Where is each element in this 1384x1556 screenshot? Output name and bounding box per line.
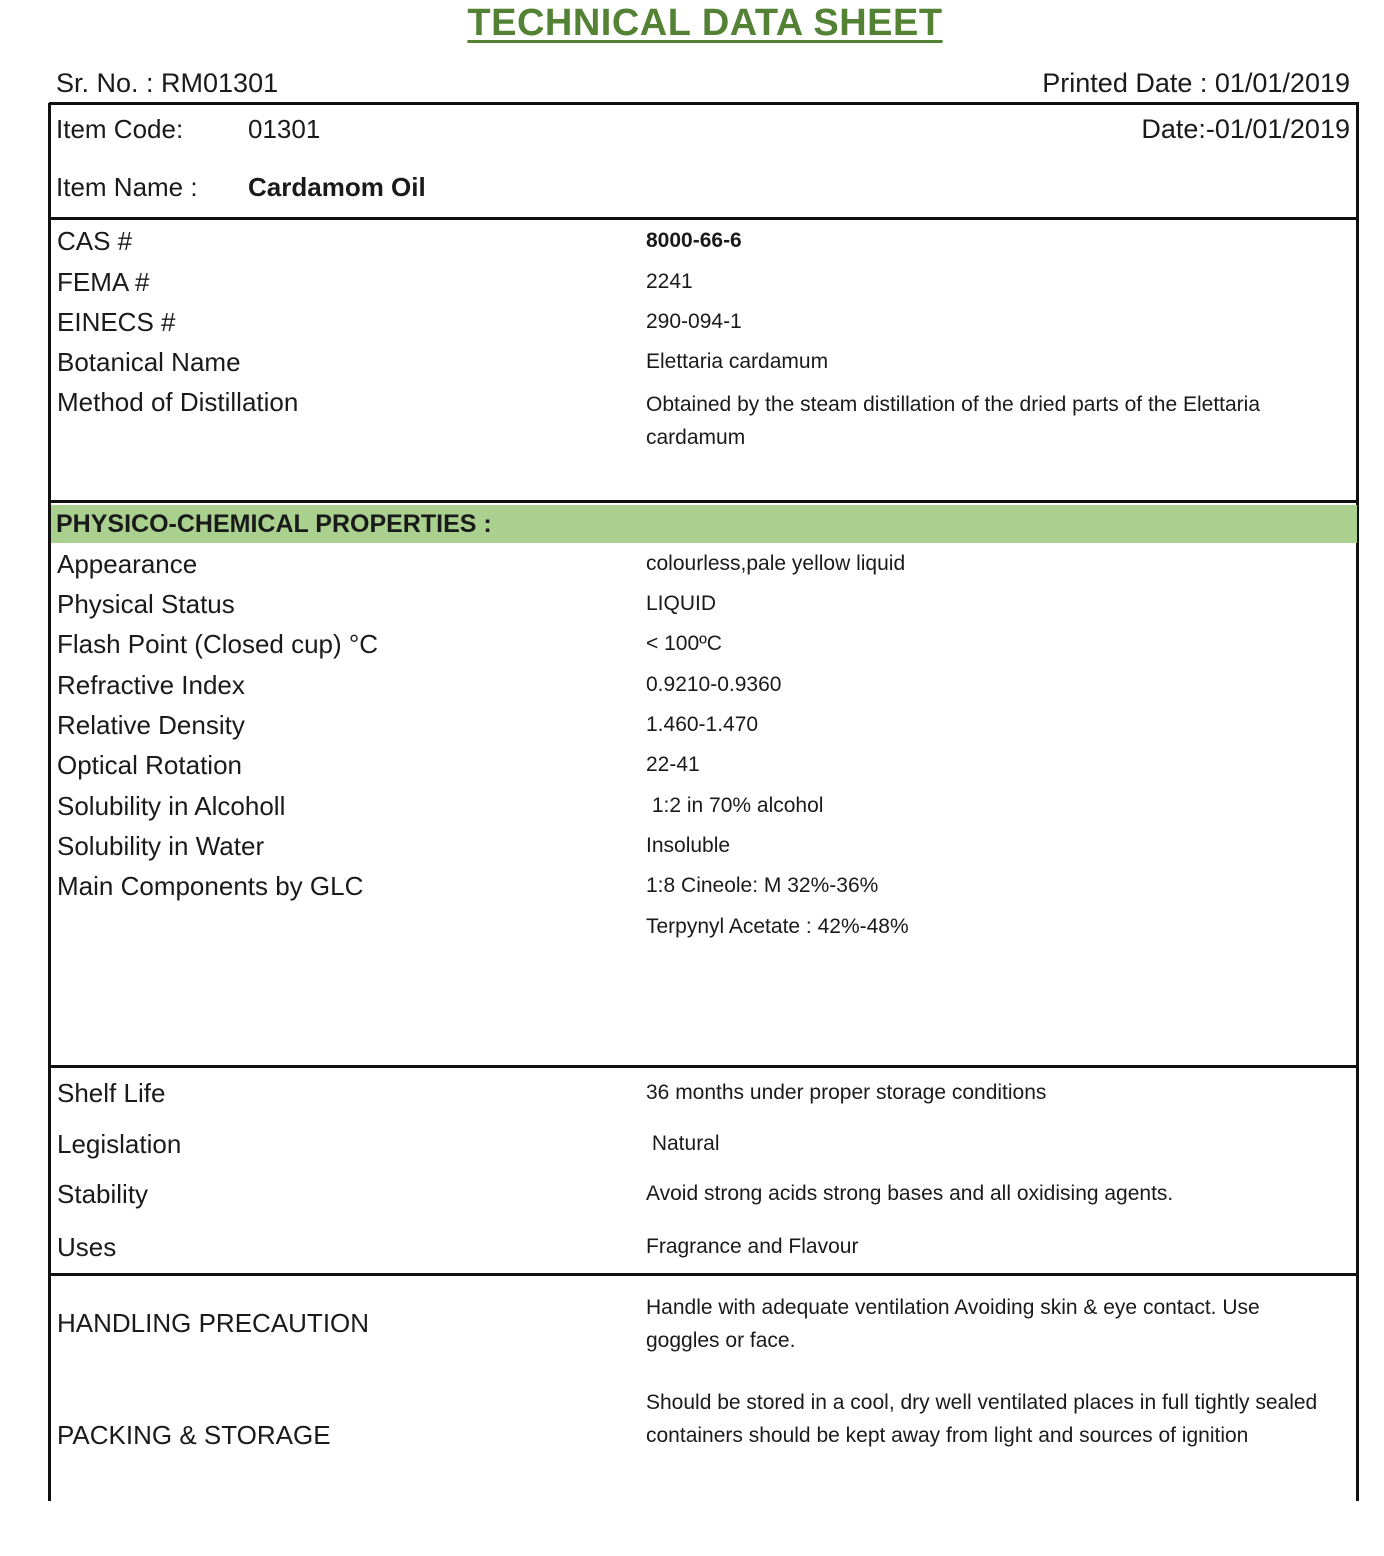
item-header-divider bbox=[49, 217, 1359, 220]
main-components-extra-value: Terpynyl Acetate : 42%-48% bbox=[646, 915, 909, 938]
handling-precaution-label: HANDLING PRECAUTION bbox=[57, 1308, 370, 1338]
einecs-label: EINECS # bbox=[57, 307, 176, 337]
physico-divider bbox=[49, 1065, 1359, 1068]
optical-rotation-label: Optical Rotation bbox=[57, 750, 242, 780]
fema-value: 2241 bbox=[646, 270, 693, 293]
identifiers-divider bbox=[49, 500, 1359, 503]
relative-density-value: 1.460-1.470 bbox=[646, 713, 759, 736]
distillation-method-value: Obtained by the steam distillation of the dried parts of the Elettaria cardamum bbox=[646, 393, 1261, 449]
cas-value: 8000-66-6 bbox=[646, 229, 742, 252]
appearance-value: colourless,pale yellow liquid bbox=[646, 552, 906, 575]
serial-number: Sr. No. : RM01301 bbox=[56, 68, 279, 98]
distillation-method-label: Method of Distillation bbox=[57, 387, 299, 417]
general-divider bbox=[49, 1273, 1359, 1276]
flash-point-value: < 100ºC bbox=[646, 632, 722, 655]
solubility-alcohol-value: 1:2 in 70% alcohol bbox=[646, 794, 824, 817]
appearance-label: Appearance bbox=[57, 549, 198, 579]
physical-status-value: LIQUID bbox=[646, 592, 717, 615]
handling-precaution-value: Handle with adequate ventilation Avoiding skin & eye contact. Use goggles or face. bbox=[646, 1296, 1260, 1352]
stability-value: Avoid strong acids strong bases and all oxidising agents. bbox=[646, 1182, 1174, 1205]
packing-storage-label: PACKING & STORAGE bbox=[57, 1420, 331, 1450]
stability-label: Stability bbox=[57, 1179, 149, 1209]
cas-label: CAS # bbox=[57, 226, 133, 256]
einecs-value: 290-094-1 bbox=[646, 310, 742, 333]
fema-label: FEMA # bbox=[57, 267, 150, 297]
shelf-life-label: Shelf Life bbox=[57, 1078, 166, 1108]
table-left-border bbox=[48, 103, 51, 1501]
legislation-value: Natural bbox=[646, 1132, 720, 1155]
optical-rotation-value: 22-41 bbox=[646, 753, 700, 776]
packing-storage-value: Should be stored in a cool, dry well ventilated places in full tightly sealed containers should be kept away from light and sources of ignition bbox=[646, 1391, 1318, 1447]
physico-chemical-heading: PHYSICO-CHEMICAL PROPERTIES : bbox=[56, 510, 492, 538]
item-name-label: Item Name : bbox=[56, 172, 198, 202]
solubility-alcohol-label: Solubility in Alcoholl bbox=[57, 791, 286, 821]
uses-label: Uses bbox=[57, 1232, 117, 1262]
uses-value: Fragrance and Flavour bbox=[646, 1235, 859, 1258]
document-title: TECHNICAL DATA SHEET bbox=[467, 2, 943, 44]
flash-point-label: Flash Point (Closed cup) °C bbox=[57, 629, 379, 659]
solubility-water-value: Insoluble bbox=[646, 834, 731, 857]
table-right-border bbox=[1356, 103, 1359, 1501]
relative-density-label: Relative Density bbox=[57, 710, 245, 740]
main-components-label: Main Components by GLC bbox=[57, 871, 364, 901]
table-top-border bbox=[49, 102, 1359, 105]
botanical-name-label: Botanical Name bbox=[57, 347, 241, 377]
item-name-value: Cardamom Oil bbox=[248, 172, 426, 202]
item-code-label: Item Code: bbox=[56, 114, 184, 144]
refractive-index-label: Refractive Index bbox=[57, 670, 245, 700]
botanical-name-value: Elettaria cardamum bbox=[646, 350, 829, 373]
solubility-water-label: Solubility in Water bbox=[57, 831, 265, 861]
main-components-value: 1:8 Cineole: M 32%-36% bbox=[646, 874, 879, 897]
item-code-value: 01301 bbox=[248, 114, 321, 144]
legislation-label: Legislation bbox=[57, 1129, 182, 1159]
printed-date: Printed Date : 01/01/2019 bbox=[1042, 68, 1350, 98]
shelf-life-value: 36 months under proper storage conditions bbox=[646, 1081, 1047, 1104]
refractive-index-value: 0.9210-0.9360 bbox=[646, 673, 782, 696]
document-date: Date:-01/01/2019 bbox=[1141, 114, 1350, 144]
physical-status-label: Physical Status bbox=[57, 589, 235, 619]
